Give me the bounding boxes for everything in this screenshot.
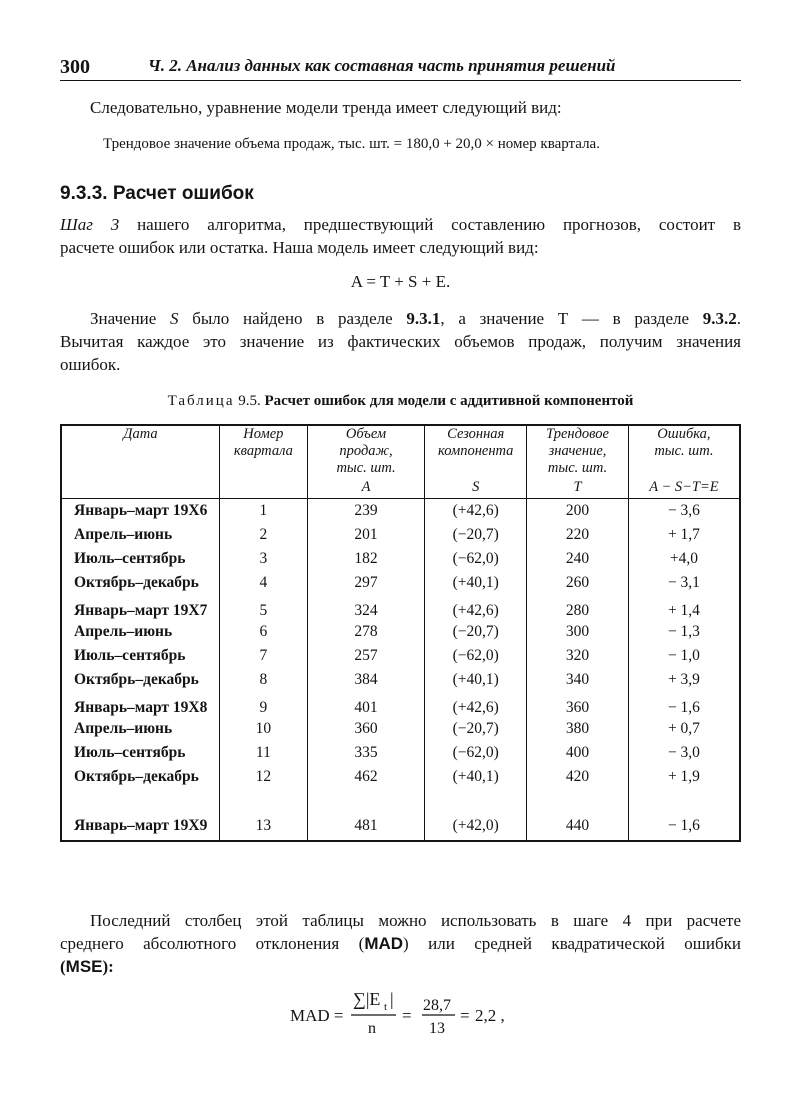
header-seasonal [425,425,527,499]
cell-error: +4,0 [628,547,740,571]
cell-seasonal: (+40,1) [425,668,527,692]
cell-seasonal: (−62,0) [425,741,527,765]
cell-trend: 320 [527,644,629,668]
cell-seasonal: (−20,7) [425,620,527,644]
table-row [61,717,740,741]
equals-1: = [402,1006,412,1025]
cell-quarter: 12 [219,765,307,789]
table-row [61,499,740,524]
running-title: Ч. 2. Анализ данных как составная часть принятия решений [148,56,616,75]
cell-quarter: 13 [219,789,307,841]
cell-seasonal: (−62,0) [425,547,527,571]
table-row [61,523,740,547]
cell-quarter: 11 [219,741,307,765]
table-header-row [61,425,740,499]
cell-trend: 260 [527,571,629,595]
values-text-c: , а значение Т — в разделе [440,309,703,328]
cell-trend: 380 [527,717,629,741]
caption-number: 9.5. [238,393,261,409]
cell-trend: 300 [527,620,629,644]
cell-date: Июль–сентябрь [61,547,219,571]
mad-abbr: MAD [364,934,404,953]
header-sales-line2: продаж, [339,443,393,459]
cell-trend: 440 [527,789,629,841]
cell-error: − 1,6 [628,789,740,841]
cell-sales: 335 [307,741,425,765]
cell-seasonal: (+40,1) [425,765,527,789]
table-caption [60,393,741,410]
cell-error: − 1,6 [628,692,740,717]
cell-seasonal: (−20,7) [425,523,527,547]
header-sales-symbol: A [361,479,371,495]
step-paragraph-line1 [60,213,741,236]
conclusion-text-a: среднего абсолютного отклонения ( [60,934,365,953]
mse-abbr: MSE [65,957,103,976]
cell-quarter: 2 [219,523,307,547]
cell-trend: 200 [527,499,629,524]
cell-seasonal: (−62,0) [425,644,527,668]
table-body [61,499,740,842]
cell-quarter: 10 [219,717,307,741]
cell-error: + 3,9 [628,668,740,692]
header-date [61,425,219,499]
cell-trend: 400 [527,741,629,765]
mad-result: 2,2 , [475,1006,505,1025]
header-error [628,425,740,499]
cell-error: + 1,7 [628,523,740,547]
header-rule [60,80,741,81]
value-numerator: 28,7 [423,997,451,1014]
section-ref-1: 9.3.1 [406,309,441,328]
sum-numerator: ∑|E [353,989,381,1009]
cell-date: Октябрь–декабрь [61,668,219,692]
step-paragraph [60,213,741,259]
cell-quarter: 6 [219,620,307,644]
section-number: 9.3.3. [60,183,108,204]
cell-date: Январь–март 19Х7 [61,595,219,620]
trend-equation: Трендовое значение объема продаж, тыс. шт. = 180,0 + 20,0 × номер квартала. [103,136,600,152]
header-sales [307,425,425,499]
cell-quarter: 9 [219,692,307,717]
cell-date: Январь–март 19Х6 [61,499,219,524]
cell-date: Январь–март 19Х8 [61,692,219,717]
header-quarter [219,425,307,499]
cell-seasonal: (+42,0) [425,789,527,841]
cell-error: − 1,3 [628,620,740,644]
header-trend-symbol: T [573,479,582,495]
cell-date: Июль–сентябрь [61,741,219,765]
cell-date: Январь–март 19Х9 [61,789,219,841]
step-label: Шаг 3 [60,215,120,234]
equals-2: = [460,1006,470,1025]
mad-lhs: MAD = [290,1006,344,1025]
header-error-line1: Ошибка, [657,426,711,442]
cell-seasonal: (+42,6) [425,595,527,620]
cell-trend: 360 [527,692,629,717]
caption-title: Расчет ошибок для модели с аддитивной компонентой [264,393,634,409]
cell-trend: 280 [527,595,629,620]
step-line1-text: нашего алгоритма, предшествующий составлению прогнозов, состоит в [119,215,741,234]
table-row [61,668,740,692]
s-symbol: S [170,309,179,328]
header-date-label: Дата [123,426,158,442]
cell-date: Апрель–июнь [61,717,219,741]
header-trend-line2: значение, [548,443,607,459]
cell-sales: 481 [307,789,425,841]
conclusion-close: ): [102,957,114,976]
header-seasonal-symbol: S [472,479,480,495]
cell-quarter: 3 [219,547,307,571]
sum-denominator: n [368,1020,376,1037]
cell-trend: 340 [527,668,629,692]
sum-subscript: t [384,1001,388,1013]
cell-sales: 384 [307,668,425,692]
values-text-d: . [736,309,741,328]
cell-trend: 240 [527,547,629,571]
table-row [61,765,740,789]
values-line1 [60,307,741,330]
cell-seasonal: (+40,1) [425,571,527,595]
table-row [61,620,740,644]
model-equation: A = T + S + E. [350,272,451,291]
header-quarter-line1: Номер [243,426,284,442]
header-quarter-line2: квартала [233,443,293,459]
value-denominator: 13 [429,1020,445,1037]
conclusion-paren: ( [60,957,66,976]
cell-sales: 401 [307,692,425,717]
cell-date: Октябрь–декабрь [61,571,219,595]
cell-seasonal: (−20,7) [425,717,527,741]
cell-error: − 3,6 [628,499,740,524]
header-error-line2: тыс. шт. [654,443,714,459]
cell-sales: 239 [307,499,425,524]
conclusion-paragraph [60,909,741,978]
table-row [61,741,740,765]
table-row [61,571,740,595]
intro-sentence: Следовательно, уравнение модели тренда имеет следующий вид: [90,98,562,117]
cell-trend: 220 [527,523,629,547]
cell-error: − 3,1 [628,571,740,595]
cell-sales: 182 [307,547,425,571]
header-trend-line3: тыс. шт. [547,460,608,476]
cell-quarter: 4 [219,571,307,595]
table-row [61,644,740,668]
values-line3: ошибок. [60,355,121,374]
cell-quarter: 5 [219,595,307,620]
values-line2: Вычитая каждое это значение из фактических объемов продаж, получим значения [60,332,741,351]
cell-quarter: 1 [219,499,307,524]
cell-date: Июль–сентябрь [61,644,219,668]
cell-date: Октябрь–декабрь [61,765,219,789]
values-text-b: было найдено в разделе [178,309,407,328]
section-ref-2: 9.3.2 [702,309,737,328]
cell-trend: 420 [527,765,629,789]
header-trend-line1: Трендовое [546,426,609,442]
cell-error: + 1,9 [628,765,740,789]
cell-quarter: 8 [219,668,307,692]
page-number: 300 [60,56,90,78]
cell-sales: 462 [307,765,425,789]
cell-date: Апрель–июнь [61,523,219,547]
step-paragraph-line2: расчете ошибок или остатка. Наша модель имеет следующий вид: [60,238,539,257]
table-row [61,692,740,717]
cell-sales: 297 [307,571,425,595]
header-sales-line1: Объем [345,426,387,442]
table-row [61,789,740,841]
table-row [61,595,740,620]
cell-sales: 360 [307,717,425,741]
cell-sales: 324 [307,595,425,620]
conclusion-text-b: ) или средней квадратической ошибки [403,934,741,953]
cell-seasonal: (+42,6) [425,692,527,717]
cell-sales: 278 [307,620,425,644]
cell-quarter: 7 [219,644,307,668]
values-text-a: Значение [90,309,171,328]
header-error-symbol: A − S−T=E [649,479,719,495]
errors-table [60,424,741,842]
caption-prefix: Таблица [167,393,235,409]
cell-sales: 201 [307,523,425,547]
section-title: Расчет ошибок [112,183,254,204]
section-heading [60,183,254,205]
cell-seasonal: (+42,6) [425,499,527,524]
values-paragraph [60,307,741,376]
header-sales-line3: тыс. шт. [336,460,396,476]
table-row [61,547,740,571]
cell-date: Апрель–июнь [61,620,219,644]
mad-formula [0,986,800,1038]
cell-error: − 1,0 [628,644,740,668]
header-seasonal-line2: компонента [438,443,514,459]
conclusion-line2 [60,932,741,955]
cell-error: − 3,0 [628,741,740,765]
header-trend [527,425,629,499]
conclusion-line1: Последний столбец этой таблицы можно использовать в шаге 4 при расчете [90,911,741,930]
cell-sales: 257 [307,644,425,668]
header-seasonal-line1: Сезонная [447,426,505,442]
sum-close: | [390,989,394,1009]
conclusion-line3 [60,955,741,978]
cell-error: + 1,4 [628,595,740,620]
cell-error: + 0,7 [628,717,740,741]
